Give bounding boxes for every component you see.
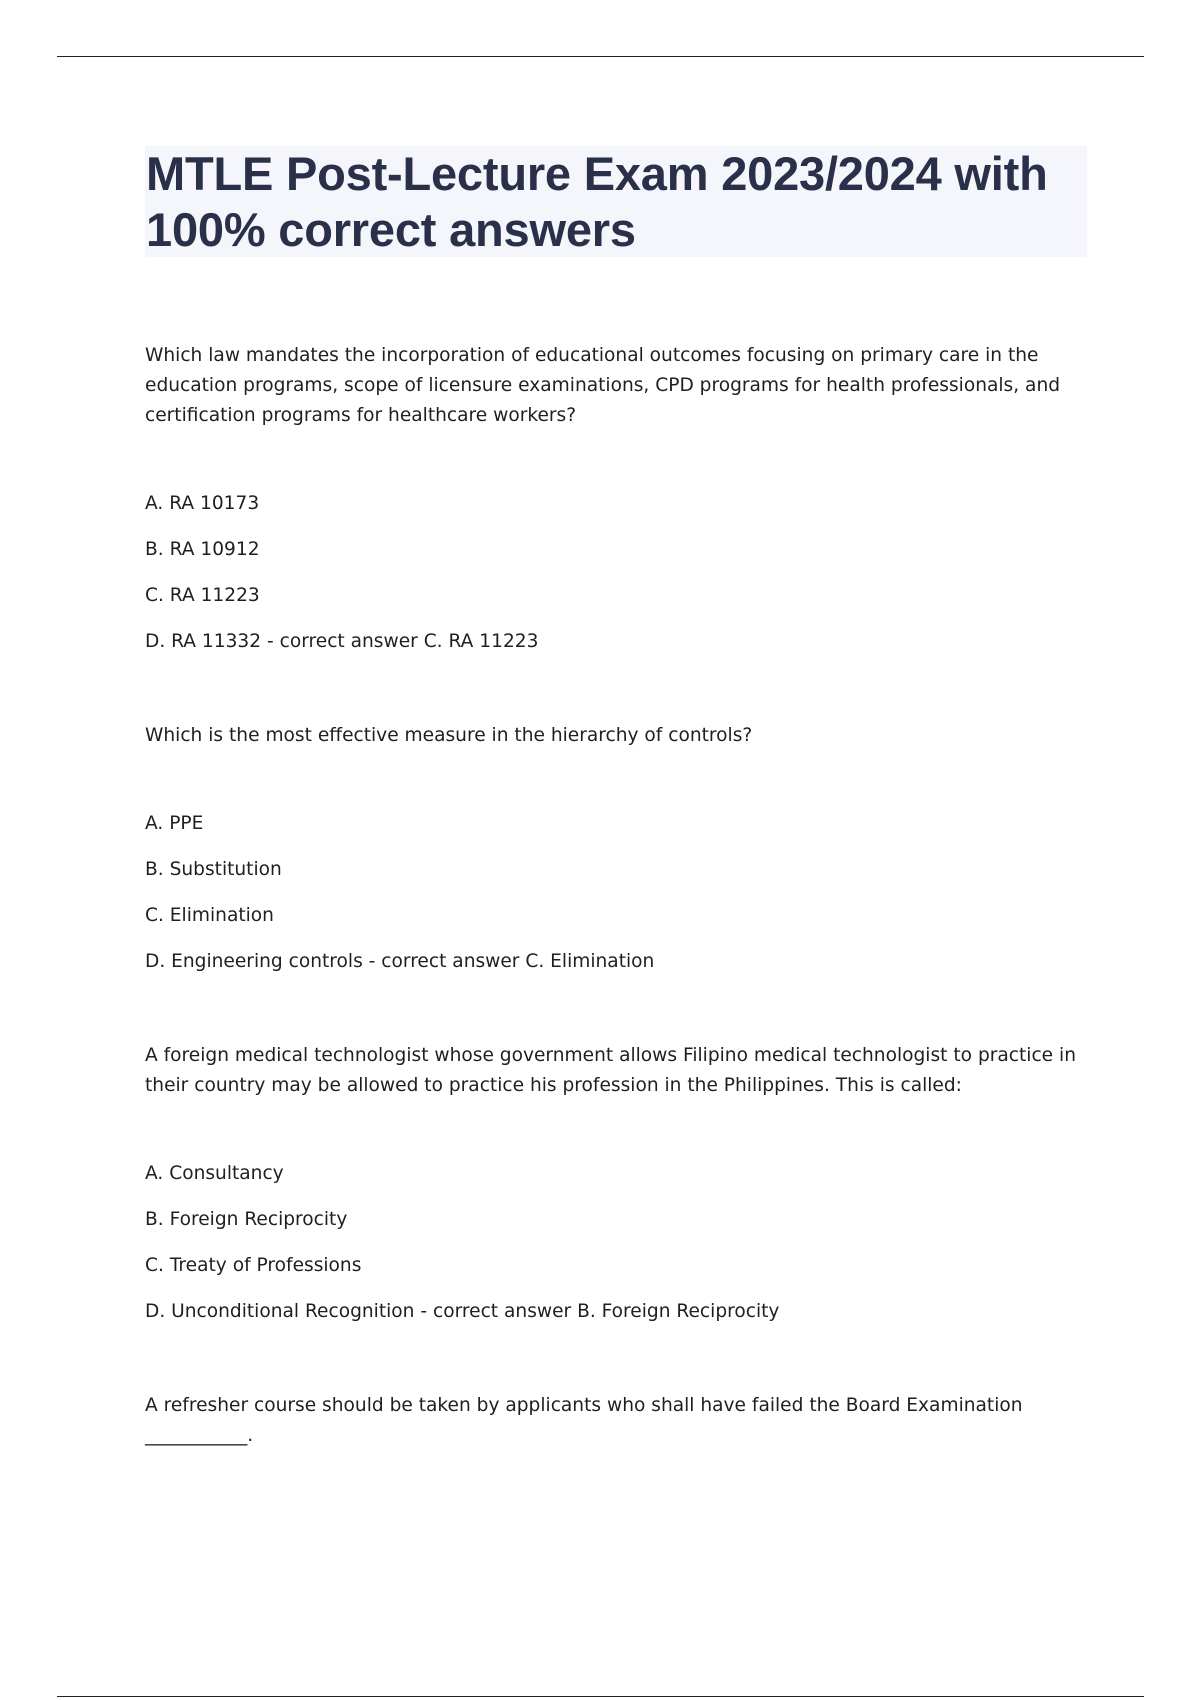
option-b: B. Substitution <box>145 859 282 880</box>
question-text: Which is the most effective measure in the hierarchy of controls? <box>145 725 753 746</box>
answer-blank: ___________. <box>145 1425 254 1446</box>
option-c: C. Elimination <box>145 905 274 926</box>
option-a: A. RA 10173 <box>145 493 260 514</box>
question-text <box>145 1391 1090 1451</box>
option-b: B. Foreign Reciprocity <box>145 1209 348 1230</box>
question-block-3 <box>145 1041 1090 1343</box>
option-d-with-answer: D. RA 11332 - correct answer C. RA 11223 <box>145 631 539 652</box>
option-d-with-answer: D. Unconditional Recognition - correct answer B. Foreign Reciprocity <box>145 1301 780 1322</box>
option-list <box>145 809 1090 993</box>
document-title: MTLE Post-Lecture Exam 2023/2024 with 100% correct answers <box>146 147 1048 256</box>
question-block-1 <box>145 341 1090 673</box>
question-text: Which law mandates the incorporation of educational outcomes focusing on primary care in the education programs, scope of licensure examinations, CPD programs for health professionals, and certification programs for healthcare workers? <box>145 345 1061 426</box>
option-c: C. Treaty of Professions <box>145 1255 362 1276</box>
question-block-4 <box>145 1391 1090 1451</box>
question-text: A foreign medical technologist whose government allows Filipino medical technologist to practice in their country may be allowed to practice his profession in the Philippines. This is called: <box>145 1045 1076 1096</box>
option-d-with-answer: D. Engineering controls - correct answer C. Elimination <box>145 951 655 972</box>
question-block-2 <box>145 721 1090 993</box>
question-text-body: A refresher course should be taken by applicants who shall have failed the Board Examination <box>145 1395 1023 1416</box>
title-block <box>145 146 1087 257</box>
top-rule <box>57 56 1144 57</box>
option-list <box>145 489 1090 673</box>
option-a: A. Consultancy <box>145 1163 284 1184</box>
option-c: C. RA 11223 <box>145 585 260 606</box>
option-b: B. RA 10912 <box>145 539 260 560</box>
bottom-rule <box>57 1696 1144 1697</box>
exam-content <box>145 341 1090 1451</box>
option-a: A. PPE <box>145 813 204 834</box>
option-list <box>145 1159 1090 1343</box>
